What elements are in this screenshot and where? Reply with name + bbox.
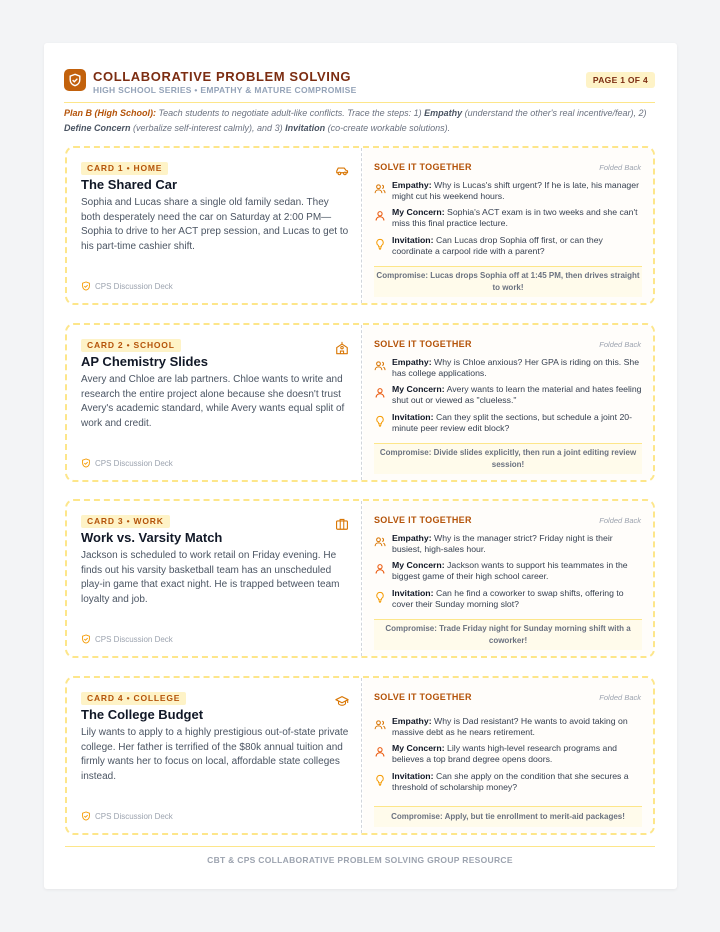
fold-line	[361, 678, 362, 833]
users-icon	[374, 719, 386, 731]
user-icon	[374, 563, 386, 575]
folded-back-label: Folded Back	[599, 340, 641, 349]
fold-line	[361, 325, 362, 480]
briefcase-icon	[335, 517, 349, 531]
lightbulb-icon	[374, 238, 386, 250]
invitation-step	[374, 588, 642, 610]
empathy-label: Empathy:	[392, 716, 432, 726]
deck-label	[81, 281, 173, 291]
concern-label: My Concern:	[392, 743, 445, 753]
card-title: AP Chemistry Slides	[81, 354, 208, 369]
invitation-text: Can she apply on the condition that she secures a threshold of scholarship money?	[392, 771, 629, 793]
scenario-card	[65, 323, 655, 482]
card-back	[363, 148, 653, 303]
users-icon	[374, 183, 386, 195]
folded-back-label: Folded Back	[599, 516, 641, 525]
concern-text: Sophia's ACT exam is in two weeks and she can't miss this final practice lecture.	[392, 207, 638, 229]
card-front	[67, 148, 361, 303]
deck-label-text: CPS Discussion Deck	[95, 634, 173, 644]
deck-label-text: CPS Discussion Deck	[95, 811, 173, 821]
folded-back-label: Folded Back	[599, 693, 641, 702]
invitation-text: Can he find a coworker to swap shifts, offering to cover their Sunday morning slot?	[392, 588, 624, 610]
card-front	[67, 501, 361, 656]
invitation-step	[374, 235, 642, 257]
empathy-step	[374, 357, 642, 379]
intro-text-part: (co-create workable solutions).	[325, 123, 451, 133]
solve-heading: SOLVE IT TOGETHER	[374, 339, 472, 349]
card-title: Work vs. Varsity Match	[81, 530, 223, 545]
empathy-step	[374, 533, 642, 555]
concern-text: Avery wants to learn the material and hates feeling shut out or viewed as "clueless."	[392, 384, 642, 406]
shield-icon	[81, 811, 91, 821]
shield-icon	[81, 281, 91, 291]
card-scenario: Jackson is scheduled to work retail on Friday evening. He finds out his varsity basketball team has an unscheduled play-in game that exact night. He is trapped between team loyalty and job.	[81, 550, 340, 605]
empathy-text: Why is the manager strict? Friday night is their busiest, high-sales hour.	[392, 533, 613, 555]
scenario-card	[65, 499, 655, 658]
header	[64, 69, 655, 103]
concern-step	[374, 207, 642, 229]
concern-text: Lily wants high-level research programs and believes a top brand degree opens doors.	[392, 743, 618, 765]
invitation-label: Invitation:	[392, 771, 434, 781]
empathy-label: Empathy:	[392, 533, 432, 543]
user-icon	[374, 210, 386, 222]
concern-step	[374, 560, 642, 582]
empathy-step	[374, 180, 642, 202]
intro-text-part: (understand the other's real incentive/fear), 2)	[462, 108, 647, 118]
graduation-cap-icon	[335, 694, 349, 708]
concern-label: My Concern:	[392, 384, 445, 394]
users-icon	[374, 360, 386, 372]
empathy-text: Why is Dad resistant? He wants to avoid taking on massive debt as he nears retirement.	[392, 716, 628, 738]
card-scenario: Avery and Chloe are lab partners. Chloe wants to write and research the entire project alone because she doesn't trust Avery's academic standard, while Avery wants equal split of work and credit.	[81, 374, 345, 429]
invitation-step	[374, 412, 642, 434]
page-subtitle: HIGH SCHOOL SERIES • EMPATHY & MATURE COMPROMISE	[93, 85, 357, 95]
user-icon	[374, 387, 386, 399]
scenario-card	[65, 676, 655, 835]
intro-lead: Plan B (High School):	[64, 108, 156, 118]
shield-icon	[81, 634, 91, 644]
card-scenario: Sophia and Lucas share a single old family sedan. They both desperately need the car on Saturday at 2:00 PM—Sophia to drive to her ACT prep session, and Lucas to get to his part-time cashier shift.	[81, 197, 349, 252]
deck-label	[81, 811, 173, 821]
lightbulb-icon	[374, 774, 386, 786]
invitation-label: Invitation:	[392, 412, 434, 422]
deck-label	[81, 458, 173, 468]
invitation-step	[374, 771, 642, 793]
user-icon	[374, 746, 386, 758]
empathy-label: Empathy:	[392, 357, 432, 367]
invitation-text: Can Lucas drop Sophia off first, or can they coordinate a carpool ride with a parent?	[392, 235, 603, 257]
card-back	[363, 678, 653, 833]
empathy-step	[374, 716, 642, 738]
concern-label: My Concern:	[392, 207, 445, 217]
solve-heading: SOLVE IT TOGETHER	[374, 162, 472, 172]
deck-label-text: CPS Discussion Deck	[95, 281, 173, 291]
folded-back-label: Folded Back	[599, 163, 641, 172]
intro-text	[64, 106, 655, 136]
shield-logo-icon	[64, 69, 86, 91]
card-tag: CARD 4 • COLLEGE	[81, 692, 186, 705]
card-back	[363, 325, 653, 480]
compromise-box: Compromise: Trade Friday night for Sunday morning shift with a coworker!	[374, 619, 642, 650]
intro-step-empathy: Empathy	[424, 108, 463, 118]
scenario-card	[65, 146, 655, 305]
card-front	[67, 325, 361, 480]
concern-label: My Concern:	[392, 560, 445, 570]
intro-step-concern: Define Concern	[64, 123, 131, 133]
car-icon	[335, 164, 349, 178]
concern-step	[374, 384, 642, 406]
worksheet-page	[44, 43, 677, 889]
concern-step	[374, 743, 642, 765]
compromise-box: Compromise: Divide slides explicitly, then run a joint editing review session!	[374, 443, 642, 474]
card-scenario: Lily wants to apply to a highly prestigious out-of-state private college. Her father is terrified of the $80k annual tuition and firmly wants her to focus on local, affordable state colleges instead.	[81, 727, 349, 782]
invitation-label: Invitation:	[392, 235, 434, 245]
lightbulb-icon	[374, 591, 386, 603]
concern-text: Jackson wants to support his teammates in the biggest game of their high school career.	[392, 560, 628, 582]
solve-heading: SOLVE IT TOGETHER	[374, 515, 472, 525]
empathy-text: Why is Chloe anxious? Her GPA is riding on this. She has college applications.	[392, 357, 640, 379]
invitation-text: Can they split the sections, but schedule a joint 20-minute peer review edit block?	[392, 412, 633, 434]
card-title: The Shared Car	[81, 177, 178, 192]
users-icon	[374, 536, 386, 548]
fold-line	[361, 148, 362, 303]
empathy-label: Empathy:	[392, 180, 432, 190]
compromise-box: Compromise: Lucas drops Sophia off at 1:45 PM, then drives straight to work!	[374, 266, 642, 297]
intro-text-part: (verbalize self-interest calmly), and 3)	[130, 123, 286, 133]
deck-label	[81, 634, 173, 644]
school-icon	[335, 341, 349, 355]
empathy-text: Why is Lucas's shift urgent? If he is late, his manager might cut his weekend hours.	[392, 180, 639, 202]
invitation-label: Invitation:	[392, 588, 434, 598]
card-back	[363, 501, 653, 656]
card-tag: CARD 1 • HOME	[81, 162, 168, 175]
card-front	[67, 678, 361, 833]
intro-text-part: Teach students to negotiate adult-like conflicts. Trace the steps: 1)	[156, 108, 425, 118]
solve-heading: SOLVE IT TOGETHER	[374, 692, 472, 702]
card-tag: CARD 2 • SCHOOL	[81, 339, 181, 352]
page-footer: CBT & CPS COLLABORATIVE PROBLEM SOLVING GROUP RESOURCE	[65, 846, 655, 865]
fold-line	[361, 501, 362, 656]
page-number-badge: PAGE 1 OF 4	[586, 72, 655, 88]
page-title: COLLABORATIVE PROBLEM SOLVING	[93, 69, 352, 84]
lightbulb-icon	[374, 415, 386, 427]
intro-step-invitation: Invitation	[285, 123, 326, 133]
compromise-box: Compromise: Apply, but tie enrollment to merit-aid packages!	[374, 806, 642, 827]
deck-label-text: CPS Discussion Deck	[95, 458, 173, 468]
card-title: The College Budget	[81, 707, 204, 722]
card-tag: CARD 3 • WORK	[81, 515, 170, 528]
shield-icon	[81, 458, 91, 468]
